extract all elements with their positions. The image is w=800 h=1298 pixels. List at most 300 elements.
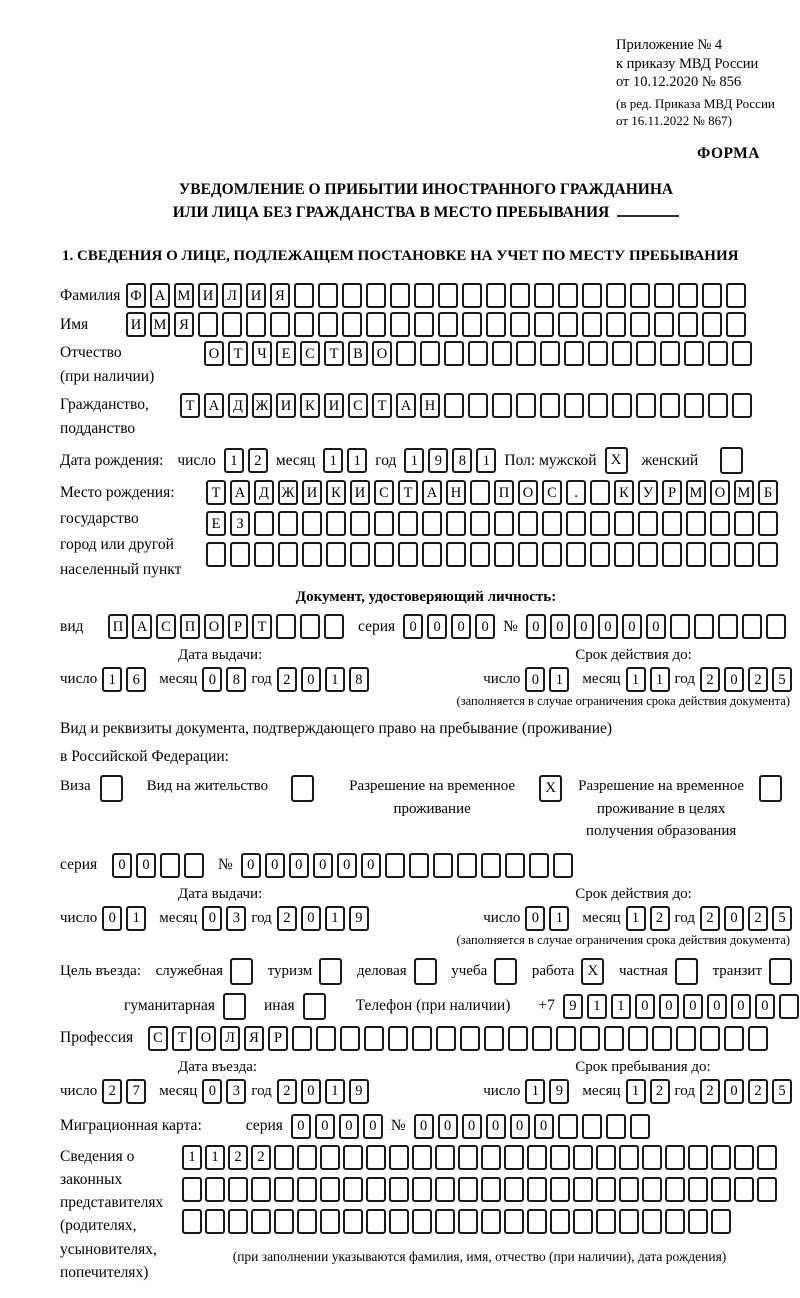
char-cell[interactable]: 0 xyxy=(462,1114,482,1139)
char-cell[interactable] xyxy=(540,341,560,366)
char-cell[interactable]: 0 xyxy=(202,1079,222,1104)
char-cell[interactable] xyxy=(374,542,394,567)
char-cell[interactable]: 9 xyxy=(563,994,583,1019)
checkbox-other[interactable] xyxy=(303,993,326,1020)
char-cell[interactable]: И xyxy=(350,480,370,505)
char-cell[interactable] xyxy=(636,341,656,366)
char-cell[interactable] xyxy=(684,393,704,418)
char-cell[interactable] xyxy=(481,853,501,878)
char-cell[interactable]: О xyxy=(710,480,730,505)
char-cell[interactable] xyxy=(564,341,584,366)
char-cell[interactable] xyxy=(494,511,514,536)
char-cell[interactable] xyxy=(590,511,610,536)
char-cell[interactable] xyxy=(294,312,314,337)
char-cell[interactable] xyxy=(596,1209,616,1234)
char-cell[interactable] xyxy=(638,542,658,567)
char-cell[interactable]: 5 xyxy=(772,667,792,692)
char-cell[interactable] xyxy=(486,283,506,308)
char-cell[interactable] xyxy=(510,283,530,308)
char-cell[interactable]: Т xyxy=(180,393,200,418)
char-cell[interactable]: А xyxy=(396,393,416,418)
char-cell[interactable] xyxy=(222,312,242,337)
char-cell[interactable]: Т xyxy=(372,393,392,418)
char-cell[interactable] xyxy=(366,1209,386,1234)
char-cell[interactable] xyxy=(527,1177,547,1202)
char-cell[interactable] xyxy=(385,853,405,878)
char-cell[interactable]: 1 xyxy=(587,994,607,1019)
char-cell[interactable] xyxy=(412,1145,432,1170)
char-cell[interactable]: 2 xyxy=(700,906,720,931)
char-cell[interactable] xyxy=(326,511,346,536)
char-cell[interactable] xyxy=(160,853,180,878)
char-cell[interactable]: О xyxy=(204,341,224,366)
char-cell[interactable]: 1 xyxy=(650,667,670,692)
char-cell[interactable]: 8 xyxy=(452,448,472,473)
char-cell[interactable]: И xyxy=(324,393,344,418)
char-cell[interactable] xyxy=(665,1145,685,1170)
char-cell[interactable] xyxy=(182,1177,202,1202)
char-cell[interactable]: Ч xyxy=(252,341,272,366)
char-cell[interactable]: С xyxy=(542,480,562,505)
char-cell[interactable] xyxy=(205,1177,225,1202)
char-cell[interactable] xyxy=(184,853,204,878)
char-cell[interactable] xyxy=(205,1209,225,1234)
char-cell[interactable]: 0 xyxy=(438,1114,458,1139)
char-cell[interactable]: М xyxy=(174,283,194,308)
char-cell[interactable] xyxy=(688,1145,708,1170)
char-cell[interactable]: 0 xyxy=(635,994,655,1019)
char-cell[interactable]: Б xyxy=(758,480,778,505)
char-cell[interactable]: К xyxy=(614,480,634,505)
char-cell[interactable]: 9 xyxy=(428,448,448,473)
char-cell[interactable] xyxy=(700,1026,720,1051)
char-cell[interactable] xyxy=(516,341,536,366)
char-cell[interactable] xyxy=(566,511,586,536)
char-cell[interactable]: К xyxy=(326,480,346,505)
char-cell[interactable]: 2 xyxy=(277,1079,297,1104)
char-cell[interactable] xyxy=(550,1145,570,1170)
char-cell[interactable]: Т xyxy=(324,341,344,366)
char-cell[interactable] xyxy=(278,542,298,567)
char-cell[interactable]: 0 xyxy=(313,853,333,878)
char-cell[interactable] xyxy=(758,511,778,536)
char-cell[interactable] xyxy=(326,542,346,567)
char-cell[interactable]: П xyxy=(108,614,128,639)
char-cell[interactable] xyxy=(318,283,338,308)
char-cell[interactable] xyxy=(422,511,442,536)
char-cell[interactable] xyxy=(254,511,274,536)
char-cell[interactable] xyxy=(734,1177,754,1202)
char-cell[interactable] xyxy=(481,1209,501,1234)
char-cell[interactable] xyxy=(556,1026,576,1051)
char-cell[interactable] xyxy=(532,1026,552,1051)
char-cell[interactable] xyxy=(320,1177,340,1202)
char-cell[interactable]: Н xyxy=(420,393,440,418)
char-cell[interactable]: 1 xyxy=(325,906,345,931)
char-cell[interactable] xyxy=(396,341,416,366)
char-cell[interactable] xyxy=(688,1177,708,1202)
char-cell[interactable] xyxy=(504,1177,524,1202)
char-cell[interactable]: 2 xyxy=(102,1079,122,1104)
char-cell[interactable] xyxy=(710,511,730,536)
char-cell[interactable]: И xyxy=(198,283,218,308)
char-cell[interactable] xyxy=(550,1177,570,1202)
char-cell[interactable]: 0 xyxy=(534,1114,554,1139)
char-cell[interactable] xyxy=(642,1177,662,1202)
char-cell[interactable]: 0 xyxy=(337,853,357,878)
char-cell[interactable] xyxy=(686,511,706,536)
char-cell[interactable]: О xyxy=(196,1026,216,1051)
char-cell[interactable] xyxy=(470,480,490,505)
char-cell[interactable] xyxy=(414,312,434,337)
char-cell[interactable]: А xyxy=(422,480,442,505)
char-cell[interactable]: 9 xyxy=(349,1079,369,1104)
char-cell[interactable] xyxy=(251,1177,271,1202)
char-cell[interactable] xyxy=(678,283,698,308)
checkbox-visa[interactable] xyxy=(100,775,123,802)
char-cell[interactable] xyxy=(630,283,650,308)
char-cell[interactable] xyxy=(614,542,634,567)
char-cell[interactable] xyxy=(414,283,434,308)
char-cell[interactable]: 1 xyxy=(404,448,424,473)
char-cell[interactable]: 0 xyxy=(265,853,285,878)
char-cell[interactable] xyxy=(726,283,746,308)
char-cell[interactable]: А xyxy=(230,480,250,505)
char-cell[interactable]: 1 xyxy=(549,906,569,931)
char-cell[interactable]: 0 xyxy=(289,853,309,878)
char-cell[interactable] xyxy=(389,1209,409,1234)
char-cell[interactable]: 2 xyxy=(251,1145,271,1170)
char-cell[interactable] xyxy=(518,542,538,567)
char-cell[interactable]: 0 xyxy=(724,1079,744,1104)
char-cell[interactable]: Д xyxy=(228,393,248,418)
char-cell[interactable] xyxy=(460,1026,480,1051)
char-cell[interactable]: 1 xyxy=(525,1079,545,1104)
char-cell[interactable]: С xyxy=(374,480,394,505)
char-cell[interactable] xyxy=(342,312,362,337)
char-cell[interactable] xyxy=(670,614,690,639)
char-cell[interactable] xyxy=(732,341,752,366)
char-cell[interactable] xyxy=(527,1209,547,1234)
char-cell[interactable] xyxy=(573,1209,593,1234)
char-cell[interactable] xyxy=(779,994,799,1019)
char-cell[interactable] xyxy=(420,341,440,366)
char-cell[interactable]: Т xyxy=(252,614,272,639)
char-cell[interactable]: Т xyxy=(206,480,226,505)
char-cell[interactable] xyxy=(468,341,488,366)
char-cell[interactable]: С xyxy=(300,341,320,366)
char-cell[interactable] xyxy=(366,283,386,308)
char-cell[interactable] xyxy=(390,283,410,308)
char-cell[interactable] xyxy=(254,542,274,567)
char-cell[interactable] xyxy=(484,1026,504,1051)
char-cell[interactable] xyxy=(505,853,525,878)
char-cell[interactable] xyxy=(228,1177,248,1202)
char-cell[interactable]: А xyxy=(150,283,170,308)
checkbox-temp-permit[interactable]: X xyxy=(539,775,562,802)
char-cell[interactable] xyxy=(654,312,674,337)
char-cell[interactable] xyxy=(446,511,466,536)
char-cell[interactable] xyxy=(302,511,322,536)
char-cell[interactable]: 0 xyxy=(363,1114,383,1139)
char-cell[interactable]: Н xyxy=(446,480,466,505)
char-cell[interactable] xyxy=(270,312,290,337)
char-cell[interactable] xyxy=(588,341,608,366)
char-cell[interactable]: 0 xyxy=(301,1079,321,1104)
char-cell[interactable] xyxy=(444,393,464,418)
char-cell[interactable]: С xyxy=(148,1026,168,1051)
char-cell[interactable]: 1 xyxy=(626,667,646,692)
char-cell[interactable] xyxy=(182,1209,202,1234)
char-cell[interactable] xyxy=(316,1026,336,1051)
char-cell[interactable]: 0 xyxy=(361,853,381,878)
char-cell[interactable]: 0 xyxy=(414,1114,434,1139)
char-cell[interactable]: Я xyxy=(174,312,194,337)
char-cell[interactable] xyxy=(734,1145,754,1170)
char-cell[interactable] xyxy=(412,1177,432,1202)
checkbox-private[interactable] xyxy=(675,958,698,985)
char-cell[interactable] xyxy=(494,542,514,567)
char-cell[interactable]: 0 xyxy=(598,614,618,639)
char-cell[interactable]: 0 xyxy=(202,667,222,692)
char-cell[interactable] xyxy=(504,1145,524,1170)
char-cell[interactable] xyxy=(718,614,738,639)
char-cell[interactable] xyxy=(398,542,418,567)
char-cell[interactable] xyxy=(734,511,754,536)
char-cell[interactable]: 0 xyxy=(731,994,751,1019)
char-cell[interactable]: 0 xyxy=(525,906,545,931)
char-cell[interactable] xyxy=(350,542,370,567)
char-cell[interactable]: И xyxy=(302,480,322,505)
char-cell[interactable] xyxy=(300,614,320,639)
char-cell[interactable]: 0 xyxy=(550,614,570,639)
char-cell[interactable] xyxy=(274,1177,294,1202)
char-cell[interactable]: 2 xyxy=(650,906,670,931)
char-cell[interactable] xyxy=(297,1209,317,1234)
char-cell[interactable]: О xyxy=(372,341,392,366)
char-cell[interactable] xyxy=(573,1177,593,1202)
char-cell[interactable] xyxy=(508,1026,528,1051)
char-cell[interactable] xyxy=(412,1209,432,1234)
char-cell[interactable] xyxy=(343,1145,363,1170)
char-cell[interactable] xyxy=(582,1114,602,1139)
char-cell[interactable] xyxy=(604,1026,624,1051)
char-cell[interactable] xyxy=(302,542,322,567)
char-cell[interactable]: 1 xyxy=(323,448,343,473)
char-cell[interactable] xyxy=(320,1209,340,1234)
char-cell[interactable]: И xyxy=(276,393,296,418)
char-cell[interactable]: 0 xyxy=(339,1114,359,1139)
char-cell[interactable] xyxy=(588,393,608,418)
char-cell[interactable] xyxy=(438,283,458,308)
char-cell[interactable]: Р xyxy=(228,614,248,639)
char-cell[interactable] xyxy=(708,393,728,418)
char-cell[interactable] xyxy=(343,1177,363,1202)
char-cell[interactable] xyxy=(366,312,386,337)
char-cell[interactable] xyxy=(527,1145,547,1170)
char-cell[interactable] xyxy=(642,1145,662,1170)
char-cell[interactable] xyxy=(566,542,586,567)
char-cell[interactable]: 2 xyxy=(748,667,768,692)
char-cell[interactable] xyxy=(660,393,680,418)
char-cell[interactable] xyxy=(619,1209,639,1234)
char-cell[interactable] xyxy=(582,283,602,308)
checkbox-work[interactable]: X xyxy=(581,958,604,985)
char-cell[interactable]: 0 xyxy=(291,1114,311,1139)
char-cell[interactable]: В xyxy=(348,341,368,366)
char-cell[interactable] xyxy=(688,1209,708,1234)
char-cell[interactable] xyxy=(726,312,746,337)
char-cell[interactable]: П xyxy=(494,480,514,505)
char-cell[interactable] xyxy=(481,1177,501,1202)
char-cell[interactable]: А xyxy=(132,614,152,639)
char-cell[interactable] xyxy=(686,542,706,567)
char-cell[interactable] xyxy=(458,1209,478,1234)
char-cell[interactable]: 2 xyxy=(700,1079,720,1104)
char-cell[interactable]: Ф xyxy=(126,283,146,308)
char-cell[interactable]: 0 xyxy=(486,1114,506,1139)
char-cell[interactable] xyxy=(710,542,730,567)
char-cell[interactable]: Л xyxy=(220,1026,240,1051)
char-cell[interactable] xyxy=(636,393,656,418)
char-cell[interactable]: 2 xyxy=(748,1079,768,1104)
char-cell[interactable] xyxy=(678,312,698,337)
checkbox-residence-permit[interactable] xyxy=(291,775,314,802)
char-cell[interactable] xyxy=(694,614,714,639)
char-cell[interactable] xyxy=(374,511,394,536)
char-cell[interactable]: Т xyxy=(228,341,248,366)
char-cell[interactable]: П xyxy=(180,614,200,639)
char-cell[interactable] xyxy=(486,312,506,337)
char-cell[interactable]: Я xyxy=(270,283,290,308)
char-cell[interactable] xyxy=(510,312,530,337)
char-cell[interactable]: 9 xyxy=(349,906,369,931)
char-cell[interactable]: 0 xyxy=(659,994,679,1019)
char-cell[interactable] xyxy=(364,1026,384,1051)
char-cell[interactable]: 0 xyxy=(403,614,423,639)
char-cell[interactable] xyxy=(612,393,632,418)
char-cell[interactable]: М xyxy=(150,312,170,337)
char-cell[interactable] xyxy=(734,542,754,567)
char-cell[interactable] xyxy=(660,341,680,366)
char-cell[interactable]: 0 xyxy=(707,994,727,1019)
char-cell[interactable] xyxy=(580,1026,600,1051)
char-cell[interactable]: 1 xyxy=(224,448,244,473)
char-cell[interactable] xyxy=(436,1026,456,1051)
char-cell[interactable]: 0 xyxy=(724,667,744,692)
char-cell[interactable] xyxy=(274,1145,294,1170)
char-cell[interactable] xyxy=(458,1177,478,1202)
char-cell[interactable] xyxy=(742,614,762,639)
char-cell[interactable] xyxy=(711,1177,731,1202)
char-cell[interactable]: 2 xyxy=(277,667,297,692)
char-cell[interactable] xyxy=(297,1145,317,1170)
char-cell[interactable] xyxy=(676,1026,696,1051)
char-cell[interactable]: Р xyxy=(662,480,682,505)
char-cell[interactable] xyxy=(542,511,562,536)
char-cell[interactable]: Е xyxy=(276,341,296,366)
char-cell[interactable]: 3 xyxy=(226,1079,246,1104)
char-cell[interactable] xyxy=(366,1177,386,1202)
char-cell[interactable]: . xyxy=(566,480,586,505)
char-cell[interactable] xyxy=(340,1026,360,1051)
char-cell[interactable] xyxy=(606,283,626,308)
char-cell[interactable] xyxy=(320,1145,340,1170)
char-cell[interactable] xyxy=(206,542,226,567)
char-cell[interactable] xyxy=(590,480,610,505)
char-cell[interactable] xyxy=(318,312,338,337)
char-cell[interactable]: Т xyxy=(172,1026,192,1051)
char-cell[interactable] xyxy=(446,542,466,567)
char-cell[interactable]: 1 xyxy=(347,448,367,473)
char-cell[interactable] xyxy=(702,312,722,337)
char-cell[interactable] xyxy=(462,312,482,337)
char-cell[interactable]: 2 xyxy=(248,448,268,473)
char-cell[interactable]: 1 xyxy=(611,994,631,1019)
char-cell[interactable]: 0 xyxy=(683,994,703,1019)
char-cell[interactable]: 6 xyxy=(126,667,146,692)
char-cell[interactable]: З xyxy=(230,511,250,536)
char-cell[interactable] xyxy=(398,511,418,536)
char-cell[interactable]: Е xyxy=(206,511,226,536)
char-cell[interactable]: М xyxy=(734,480,754,505)
char-cell[interactable]: 1 xyxy=(205,1145,225,1170)
char-cell[interactable]: О xyxy=(518,480,538,505)
char-cell[interactable]: И xyxy=(246,283,266,308)
char-cell[interactable] xyxy=(292,1026,312,1051)
char-cell[interactable]: 0 xyxy=(112,853,132,878)
char-cell[interactable] xyxy=(558,312,578,337)
char-cell[interactable]: Д xyxy=(254,480,274,505)
char-cell[interactable] xyxy=(628,1026,648,1051)
char-cell[interactable] xyxy=(558,1114,578,1139)
char-cell[interactable]: 0 xyxy=(510,1114,530,1139)
char-cell[interactable] xyxy=(558,283,578,308)
char-cell[interactable]: 1 xyxy=(476,448,496,473)
char-cell[interactable]: 1 xyxy=(325,1079,345,1104)
char-cell[interactable] xyxy=(757,1177,777,1202)
char-cell[interactable] xyxy=(766,614,786,639)
char-cell[interactable] xyxy=(435,1209,455,1234)
char-cell[interactable]: 2 xyxy=(277,906,297,931)
char-cell[interactable] xyxy=(297,1177,317,1202)
char-cell[interactable]: 8 xyxy=(349,667,369,692)
char-cell[interactable] xyxy=(573,1145,593,1170)
char-cell[interactable]: 1 xyxy=(126,906,146,931)
char-cell[interactable]: 0 xyxy=(427,614,447,639)
char-cell[interactable]: 0 xyxy=(202,906,222,931)
char-cell[interactable]: 2 xyxy=(700,667,720,692)
char-cell[interactable]: И xyxy=(126,312,146,337)
char-cell[interactable] xyxy=(662,542,682,567)
char-cell[interactable] xyxy=(748,1026,768,1051)
char-cell[interactable]: Ж xyxy=(252,393,272,418)
char-cell[interactable]: 0 xyxy=(525,667,545,692)
char-cell[interactable] xyxy=(389,1177,409,1202)
char-cell[interactable]: 0 xyxy=(241,853,261,878)
char-cell[interactable] xyxy=(470,511,490,536)
char-cell[interactable] xyxy=(596,1177,616,1202)
char-cell[interactable]: 1 xyxy=(626,1079,646,1104)
char-cell[interactable] xyxy=(553,853,573,878)
char-cell[interactable] xyxy=(708,341,728,366)
char-cell[interactable] xyxy=(458,1145,478,1170)
char-cell[interactable] xyxy=(529,853,549,878)
checkbox-study[interactable] xyxy=(494,958,517,985)
char-cell[interactable] xyxy=(702,283,722,308)
char-cell[interactable]: 0 xyxy=(755,994,775,1019)
char-cell[interactable] xyxy=(542,542,562,567)
